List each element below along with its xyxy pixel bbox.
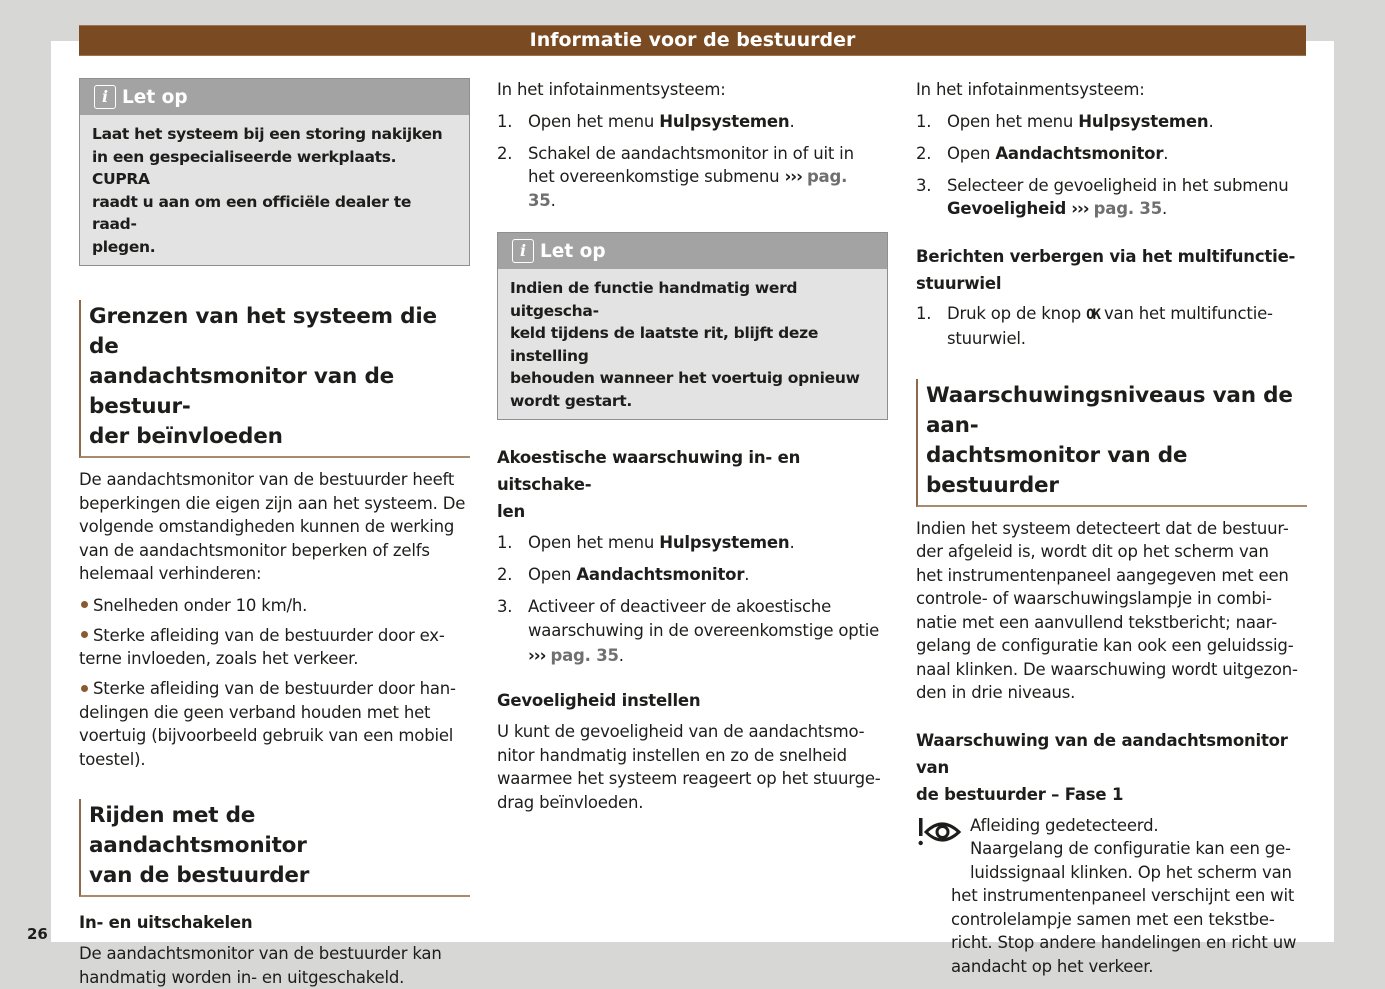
body-line: volgende omstandigheden kunnen de werking	[79, 515, 470, 539]
list-item	[916, 302, 1307, 351]
column-1	[79, 78, 470, 989]
note-header	[80, 79, 469, 115]
step-text: Open	[947, 144, 995, 163]
page-reference-link[interactable]: 35	[528, 191, 551, 210]
column-3	[916, 78, 1307, 978]
note-box	[497, 232, 888, 420]
body-line: De aandachtsmonitor van de bestuurder heeft	[79, 468, 470, 492]
list-item	[916, 174, 1307, 221]
step-text: Activeer of deactiveer de akoestische	[528, 595, 888, 619]
bullet-dot-icon	[81, 601, 88, 608]
step-number: 1.	[497, 110, 512, 134]
step-text: Selecteer de gevoeligheid in het submenu	[947, 174, 1307, 198]
bullet-item	[79, 624, 470, 671]
list-item	[497, 110, 888, 134]
note-line: keld tijdens de laatste rit, blijft deze instelling	[510, 322, 875, 367]
step-number: 3.	[497, 595, 512, 619]
body-line: richt. Stop andere handelingen en richt uw	[951, 931, 1307, 955]
subheading	[497, 444, 888, 525]
heading-line: der beïnvloeden	[89, 422, 470, 452]
chapter-header	[79, 25, 1306, 56]
body-line: luidssignaal klinken. Op het scherm van	[970, 861, 1307, 885]
section-body	[79, 942, 470, 989]
cross-reference-arrow-icon: ›››	[1071, 199, 1088, 218]
body-line: beperkingen die eigen zijn aan het systeem. De	[79, 492, 470, 516]
chapter-title: Informatie voor de bestuurder	[530, 29, 856, 51]
heading-line: Rijden met de aandachtsmonitor	[89, 801, 470, 861]
heading-line: aandachtsmonitor van de bestuur-	[89, 362, 470, 422]
step-text: .	[551, 191, 556, 210]
steps-list	[916, 110, 1307, 221]
note-body	[498, 269, 887, 419]
heading-line: Berichten verbergen via het multifunctie-	[916, 243, 1307, 270]
bullet-text: Sterke afleiding van de bestuurder door ex-	[93, 626, 445, 645]
body-line: De aandachtsmonitor van de bestuurder kan	[79, 942, 470, 966]
step-text: .	[1208, 112, 1213, 131]
column-2	[497, 78, 888, 814]
step-text: Open het menu	[528, 533, 659, 552]
body-line: het instrumentenpaneel verschijnt een wit	[951, 884, 1307, 908]
heading-line: dachtsmonitor van de bestuurder	[926, 441, 1307, 501]
bullet-text: Snelheden onder 10 km/h.	[93, 596, 307, 615]
section-heading	[79, 799, 470, 897]
heading-line: stuurwiel	[916, 270, 1307, 297]
body-line: naal klinken. De waarschuwing wordt uitgezon-	[916, 658, 1307, 682]
step-number: 2.	[497, 142, 512, 166]
bullet-dot-icon	[81, 631, 88, 638]
step-text: .	[619, 646, 624, 665]
page-reference-link[interactable]: pag.	[807, 167, 847, 186]
body-line: van de aandachtsmonitor beperken of zelfs	[79, 539, 470, 563]
menu-name: Aandachtsmonitor	[995, 144, 1163, 163]
body-line: helemaal verhinderen:	[79, 562, 470, 586]
list-item	[916, 142, 1307, 166]
bullet-text: terne invloeden, zoals het verkeer.	[79, 647, 470, 671]
body-line: U kunt de gevoeligheid van de aandachtsmo-	[497, 720, 888, 744]
cross-reference-arrow-icon: ›››	[784, 167, 801, 186]
bullet-item	[79, 677, 470, 771]
step-text: waarschuwing in de overeenkomstige optie	[528, 619, 888, 643]
bullet-text: delingen die geen verband houden met het	[79, 701, 470, 725]
step-text: Schakel de aandachtsmonitor in of uit in	[528, 142, 888, 166]
step-text: stuurwiel.	[947, 327, 1307, 351]
body-line: aandacht op het verkeer.	[951, 955, 1307, 979]
page-reference-link[interactable]: pag. 35	[550, 646, 618, 665]
step-text: het overeenkomstige submenu	[528, 167, 784, 186]
steps-list	[497, 531, 888, 669]
bullet-text: Sterke afleiding van de bestuurder door han-	[93, 679, 456, 698]
heading-line: len	[497, 498, 888, 525]
body-line: Indien het systeem detecteert dat de bestuur-	[916, 517, 1307, 541]
page-number: 26	[27, 925, 48, 943]
body-line: natie met een aanvullend tekstbericht; naar-	[916, 611, 1307, 635]
step-text: .	[789, 112, 794, 131]
step-number: 1.	[916, 302, 931, 326]
heading-line: Akoestische waarschuwing in- en uitschake-	[497, 444, 888, 498]
step-text: Open het menu	[947, 112, 1078, 131]
note-line: Laat het systeem bij een storing nakijken	[92, 123, 457, 146]
bullet-dot-icon	[81, 685, 88, 692]
note-line: in een gespecialiseerde werkplaats. CUPRA	[92, 146, 457, 191]
step-text: Open	[528, 565, 576, 584]
steps-list	[916, 302, 1307, 351]
step-text: van het multifunctie-	[1099, 304, 1273, 323]
subheading: Gevoeligheid instellen	[497, 687, 888, 714]
note-line: plegen.	[92, 236, 457, 259]
section-heading	[79, 300, 470, 458]
step-text: .	[744, 565, 749, 584]
note-title: Let op	[540, 241, 606, 262]
body-line: der afgeleid is, wordt dit op het scherm van	[916, 540, 1307, 564]
phase1-warning	[916, 814, 1307, 979]
subheading	[916, 243, 1307, 297]
step-number: 1.	[916, 110, 931, 134]
page-reference-link[interactable]: pag. 35	[1094, 199, 1162, 218]
bullet-item	[79, 594, 470, 618]
distraction-eye-warning-icon	[916, 816, 962, 848]
subheading: In- en uitschakelen	[79, 909, 470, 936]
bullet-text: toestel).	[79, 748, 470, 772]
note-title: Let op	[122, 87, 188, 108]
intro-text: In het infotainmentsysteem:	[497, 78, 888, 102]
list-item	[497, 531, 888, 555]
ok-button-icon: OK	[1086, 307, 1099, 323]
note-line: raadt u aan om een officiële dealer te raad-	[92, 191, 457, 236]
info-icon: i	[94, 85, 116, 109]
note-line: wordt gestart.	[510, 390, 875, 413]
heading-line: Waarschuwingsniveaus van de aan-	[926, 381, 1307, 441]
note-line: behouden wanneer het voertuig opnieuw	[510, 367, 875, 390]
body-line: drag beïnvloeden.	[497, 791, 888, 815]
heading-line: Waarschuwing van de aandachtsmonitor van	[916, 727, 1307, 781]
step-text: .	[1163, 144, 1168, 163]
list-item	[497, 563, 888, 587]
section-body	[497, 720, 888, 814]
body-line: waarmee het systeem reageert op het stuurge-	[497, 767, 888, 791]
bullet-text: voertuig (bijvoorbeeld gebruik van een mobiel	[79, 724, 470, 748]
body-line: handmatig worden in- en uitgeschakeld.	[79, 966, 470, 989]
step-number: 1.	[497, 531, 512, 555]
menu-name: Gevoeligheid	[947, 199, 1066, 218]
step-number: 2.	[916, 142, 931, 166]
menu-name: Hulpsystemen	[659, 112, 789, 131]
step-text: Open het menu	[528, 112, 659, 131]
section-body	[916, 517, 1307, 705]
note-header	[498, 233, 887, 269]
body-line: controle- of waarschuwingslampje in combi-	[916, 587, 1307, 611]
step-number: 2.	[497, 563, 512, 587]
note-line: Indien de functie handmatig werd uitgescha-	[510, 277, 875, 322]
body-line: controlelampje samen met een tekstbe-	[951, 908, 1307, 932]
menu-name: Hulpsystemen	[1078, 112, 1208, 131]
menu-name: Hulpsystemen	[659, 533, 789, 552]
body-line: het instrumentenpaneel aangegeven met een	[916, 564, 1307, 588]
step-text: .	[789, 533, 794, 552]
list-item	[916, 110, 1307, 134]
note-body	[80, 115, 469, 265]
cross-reference-arrow-icon: ›››	[528, 646, 545, 665]
step-text: .	[1162, 199, 1167, 218]
info-icon: i	[512, 239, 534, 263]
body-line: Afleiding gedetecteerd.	[970, 814, 1307, 838]
step-text: Druk op de knop	[947, 304, 1086, 323]
heading-line: de bestuurder – Fase 1	[916, 781, 1307, 808]
list-item	[497, 595, 888, 669]
body-line: den in drie niveaus.	[916, 681, 1307, 705]
subheading	[916, 727, 1307, 808]
body-line: nitor handmatig instellen en zo de snelheid	[497, 744, 888, 768]
body-line: gelang de configuratie kan ook een geluidssig-	[916, 634, 1307, 658]
heading-line: van de bestuurder	[89, 861, 470, 891]
menu-name: Aandachtsmonitor	[576, 565, 744, 584]
list-item	[497, 142, 888, 213]
intro-text: In het infotainmentsysteem:	[916, 78, 1307, 102]
section-intro	[79, 468, 470, 586]
note-box	[79, 78, 470, 266]
section-heading	[916, 379, 1307, 507]
heading-line: Grenzen van het systeem die de	[89, 302, 470, 362]
step-number: 3.	[916, 174, 931, 198]
steps-list	[497, 110, 888, 213]
body-line: Naargelang de configuratie kan een ge-	[970, 837, 1307, 861]
